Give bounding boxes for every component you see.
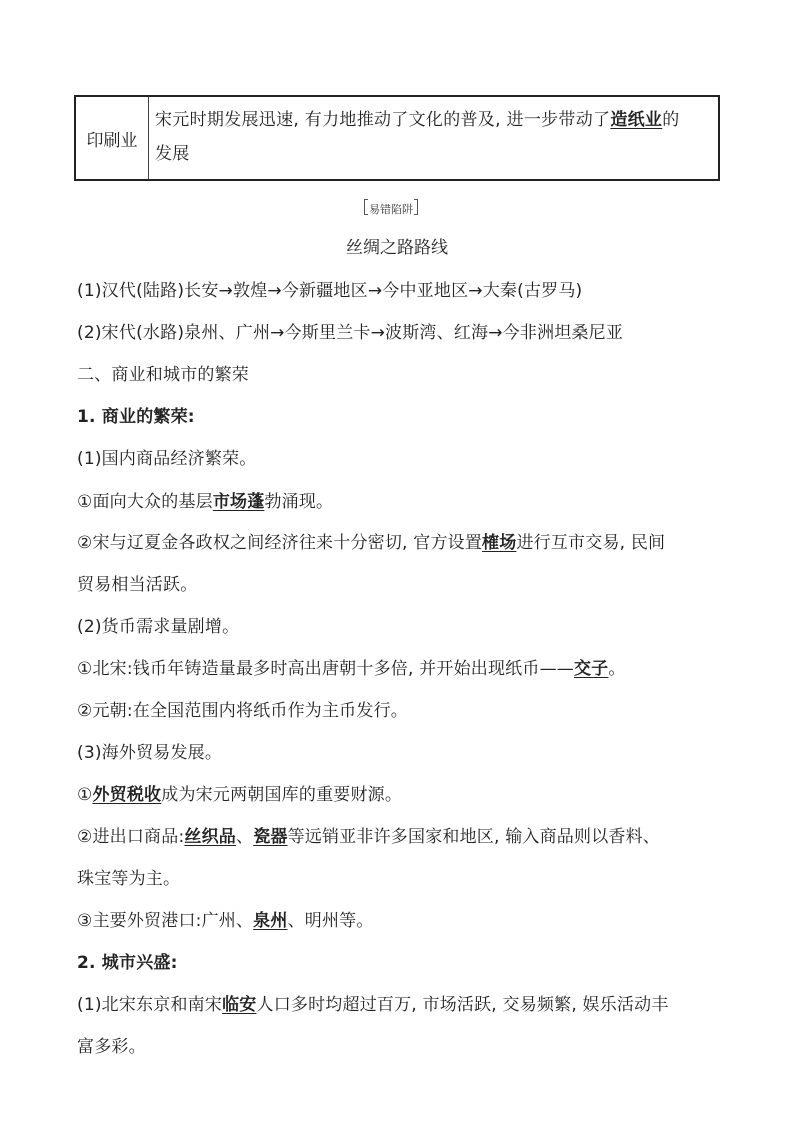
text: 进行互市交易, 民间	[516, 533, 666, 553]
table-label-cell: 印刷业	[76, 97, 149, 179]
text: ①北宋:钱币年铸造量最多时高出唐朝十多倍, 并开始出现纸币——	[77, 659, 574, 679]
silk-line-1: (1)汉代(陆路)长安→敦煌→今新疆地区→今中亚地区→大秦(古罗马)	[77, 281, 583, 301]
text: ③主要外贸港口:广州、	[77, 911, 254, 931]
silk-line-2: (2)宋代(水路)泉州、广州→今斯里兰卡→波斯湾、红海→今非洲坦桑尼亚	[77, 323, 624, 343]
text: (1)北宋东京和南宋	[77, 995, 223, 1015]
para-overseas: (3)海外贸易发展。	[77, 743, 223, 763]
para-yuan: ②元朝:在全国范围内将纸币作为主币发行。	[77, 701, 408, 721]
para-trade-cont: 贸易相当活跃。	[77, 575, 198, 595]
para-cities	[77, 990, 727, 1015]
text: 勃涌现。	[264, 492, 334, 512]
para-tax	[77, 780, 727, 805]
para-market	[77, 487, 727, 512]
heading-commerce: 1. 商业的繁荣:	[77, 407, 195, 427]
text: 。	[608, 659, 626, 679]
keyword-tax: 外贸税收	[92, 785, 162, 805]
text: ②宋与辽夏金各政权之间经济往来十分密切, 官方设置	[77, 533, 483, 553]
keyword-papermaking: 造纸业	[610, 110, 663, 130]
section-heading: 二、商业和城市的繁荣	[77, 365, 249, 385]
text: 等远销亚非许多国家和地区, 输入商品则以香料、	[287, 827, 661, 847]
text: 、	[235, 827, 254, 847]
keyword-silk: 丝织品	[184, 827, 236, 847]
table-text: 宋元时期发展迅速, 有力地推动了文化的普及, 进一步带动了	[155, 110, 611, 130]
para-northern-song	[77, 654, 727, 679]
keyword-quechang: 榷场	[482, 533, 517, 553]
text: 、明州等。	[287, 911, 374, 931]
keyword-jiaozi: 交子	[573, 659, 609, 679]
text: 成为宋元两朝国库的重要财源。	[161, 785, 403, 805]
keyword-linan: 临安	[222, 995, 257, 1015]
para-goods-cont: 珠宝等为主。	[77, 869, 181, 889]
table-content-cell	[149, 97, 718, 179]
para-trade	[77, 528, 727, 553]
para-cities-cont: 富多彩。	[77, 1037, 146, 1057]
text: ①面向大众的基层	[77, 492, 213, 512]
para-domestic: (1)国内商品经济繁荣。	[77, 449, 257, 469]
keyword-market: 市场蓬	[212, 492, 265, 512]
table-text-line2: 发展	[155, 144, 190, 164]
text: ①	[77, 785, 93, 805]
text: 人口多时均超过百万, 市场活跃, 交易频繁, 娱乐活动丰	[256, 995, 669, 1015]
text: ②进出口商品:	[77, 827, 185, 847]
para-currency: (2)货币需求量剧增。	[77, 617, 240, 637]
trap-tag: 易错陷阱	[366, 201, 416, 217]
table-text-end: 的	[662, 110, 680, 130]
silk-road-title: 丝绸之路路线	[346, 238, 448, 258]
para-ports	[77, 906, 727, 931]
keyword-porcelain: 瓷器	[253, 827, 288, 847]
keyword-quanzhou: 泉州	[253, 911, 288, 931]
para-goods	[77, 822, 727, 847]
heading-cities: 2. 城市兴盛:	[77, 953, 178, 973]
printing-table	[74, 95, 720, 181]
